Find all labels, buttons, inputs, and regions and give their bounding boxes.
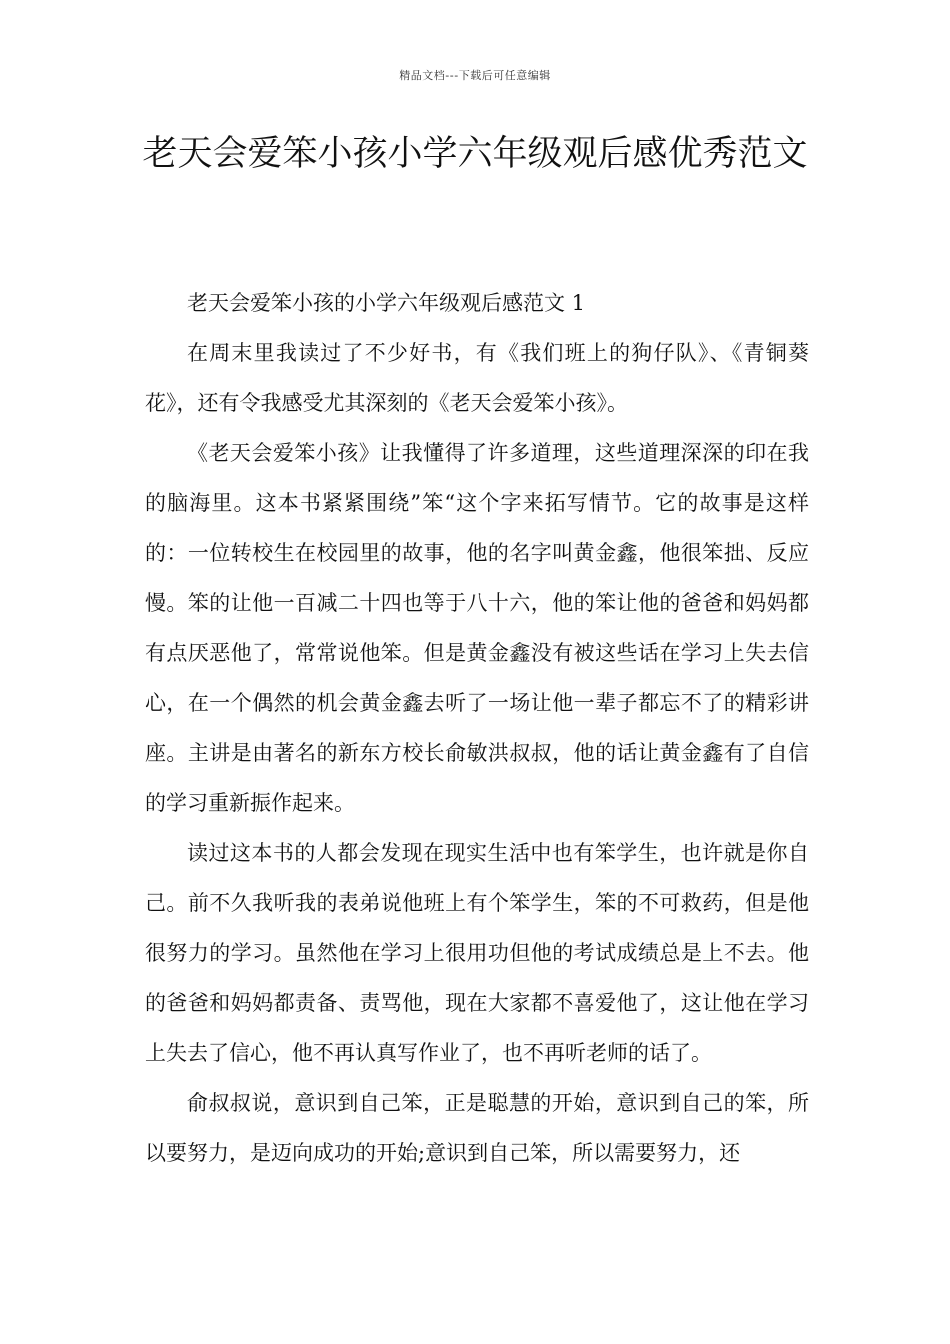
body-paragraph: 在周末里我读过了不少好书，有《我们班上的狗仔队》、《青铜葵花》，还有令我感受尤其深刻的《老天会爱笨小孩》。 xyxy=(145,341,809,415)
page-header-note: 精品文档---下载后可任意编辑 xyxy=(399,69,551,82)
document-body xyxy=(145,278,809,1178)
body-paragraph: 俞叔叔说，意识到自己笨，正是聪慧的开始，意识到自己的笨，所以要努力，是迈向成功的开始;意识到自己笨，所以需要努力，还 xyxy=(145,1091,809,1165)
body-paragraph: 读过这本书的人都会发现在现实生活中也有笨学生，也许就是你自己。前不久我听我的表弟说他班上有个笨学生，笨的不可救药，但是他很努力的学习。虽然他在学习上很用功但他的考试成绩总是上不去。他的爸爸和妈妈都责备、责骂他，现在大家都不喜爱他了，这让他在学习上失去了信心，他不再认真写作业了，也不再听老师的话了。 xyxy=(145,841,809,1065)
body-paragraph: 《老天会爱笨小孩》让我懂得了许多道理，这些道理深深的印在我的脑海里。这本书紧紧围绕”笨“这个字来拓写情节。它的故事是这样的：一位转校生在校园里的故事，他的名字叫黄金鑫，他很笨拙、反应慢。笨的让他一百减二十四也等于八十六，他的笨让他的爸爸和妈妈都有点厌恶他了，常常说他笨。但是黄金鑫没有被这些话在学习上失去信心，在一个偶然的机会黄金鑫去听了一场让他一辈子都忘不了的精彩讲座。主讲是由著名的新东方校长俞敏洪叔叔，他的话让黄金鑫有了自信的学习重新振作起来。 xyxy=(145,441,809,815)
section-heading: 老天会爱笨小孩的小学六年级观后感范文 1 xyxy=(187,291,586,315)
document-title: 老天会爱笨小孩小学六年级观后感优秀范文 xyxy=(142,134,808,174)
